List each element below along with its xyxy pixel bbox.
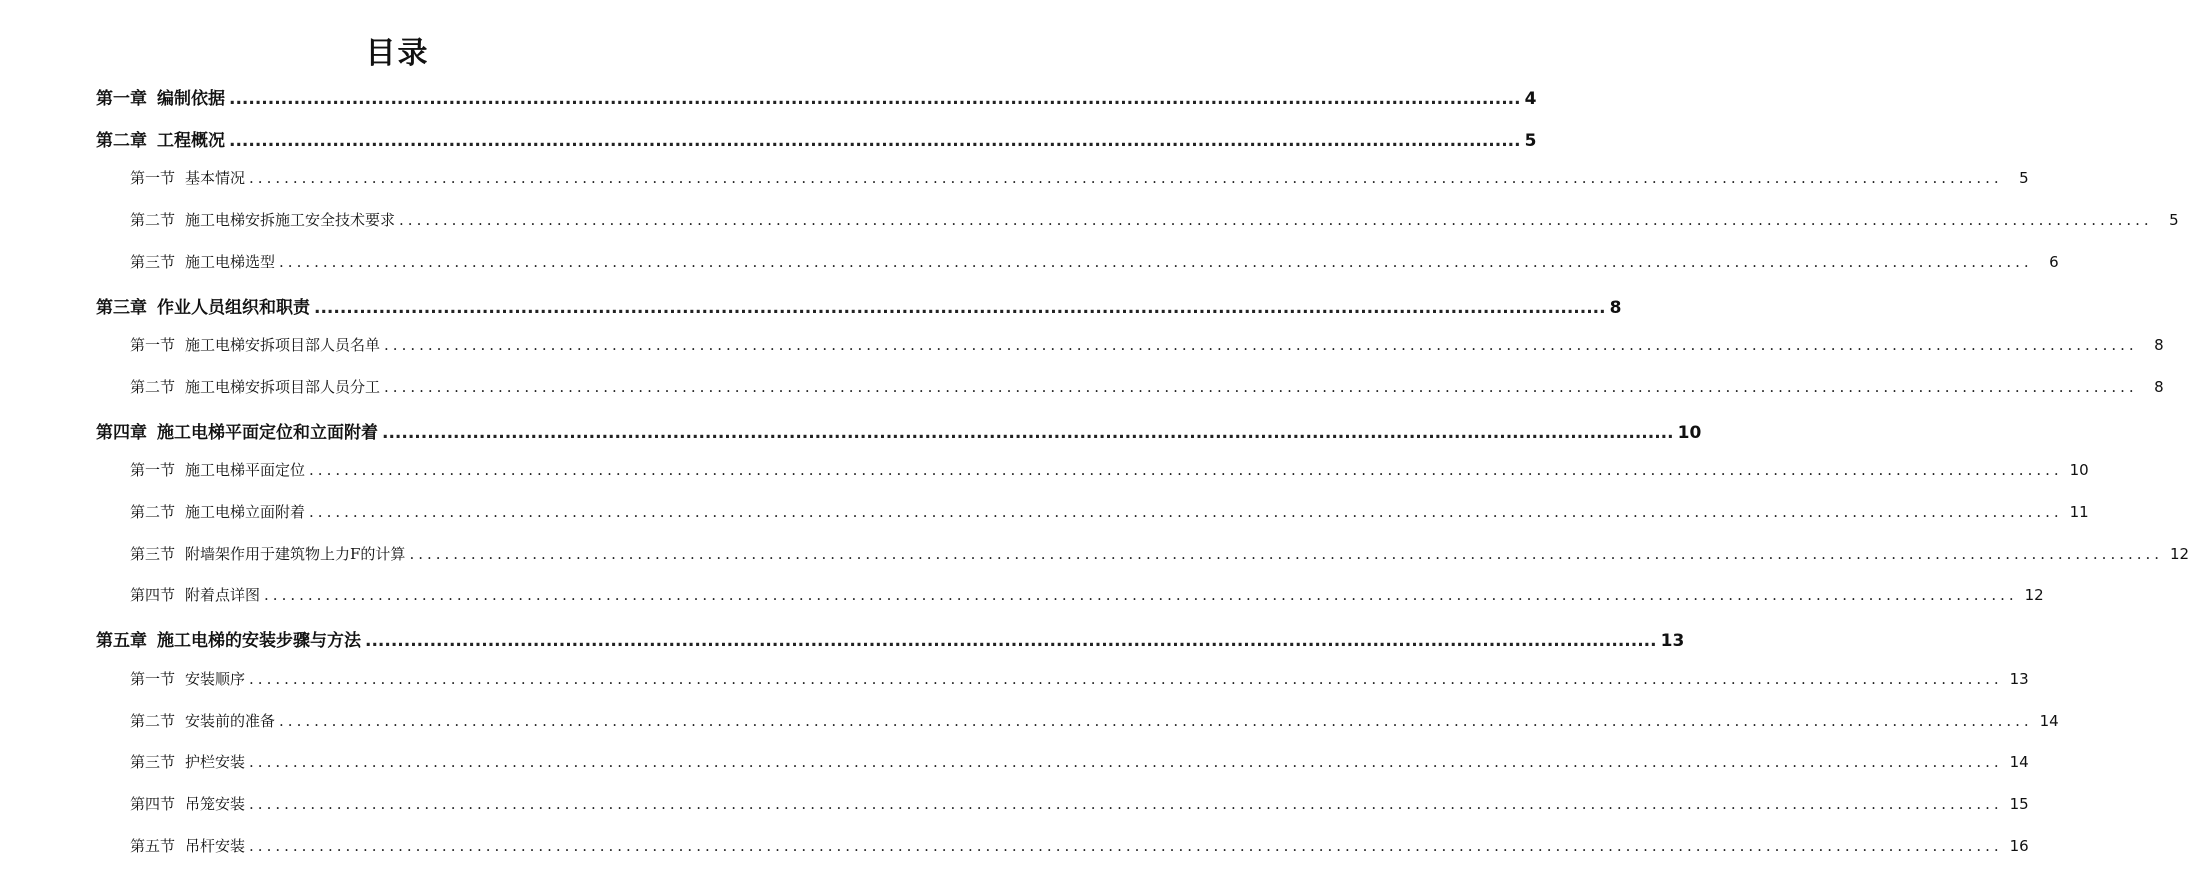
toc-entry[interactable] bbox=[130, 251, 2059, 272]
toc-entry-title: 施工电梯平面定位和立面附着 bbox=[157, 422, 378, 443]
dot-leader: ........................................................................................................................................................................................................ bbox=[309, 461, 2063, 480]
toc-entry-page: 5 bbox=[2169, 211, 2179, 230]
toc-entry-page: 14 bbox=[2009, 753, 2029, 772]
toc-entry-title: 安装顺序 bbox=[185, 669, 246, 688]
toc-entry[interactable] bbox=[130, 584, 2044, 605]
toc-entry-number: 第二节 bbox=[130, 711, 176, 730]
dot-leader: ........................................................................................................................................................................................................ bbox=[409, 544, 2164, 563]
toc-entry-page: 15 bbox=[2009, 794, 2029, 813]
toc-entry-title: 工程概况 bbox=[157, 130, 225, 151]
toc-entry-number: 第四章 bbox=[96, 422, 147, 443]
toc-entry-number: 第二节 bbox=[130, 211, 176, 230]
toc-entry[interactable] bbox=[130, 376, 2164, 397]
toc-entry-number: 第一节 bbox=[130, 336, 176, 355]
toc-entry[interactable] bbox=[130, 334, 2164, 355]
toc-entry-number: 第三节 bbox=[130, 753, 176, 772]
toc-entry-title: 护栏安装 bbox=[185, 753, 246, 772]
toc-entry-page: 8 bbox=[2154, 377, 2164, 396]
toc-entry-page: 11 bbox=[2069, 503, 2089, 521]
dot-leader: ........................................................................................................................................................................................................ bbox=[279, 711, 2033, 730]
toc-entry-page: 4 bbox=[1524, 89, 1537, 109]
toc-entry[interactable] bbox=[130, 501, 2089, 522]
dot-leader: ........................................................................................................................................................................................................ bbox=[264, 586, 2018, 605]
toc-entry-number: 第一节 bbox=[130, 669, 176, 688]
toc-entry-page: 8 bbox=[1609, 297, 1622, 318]
toc-entry[interactable] bbox=[96, 84, 1537, 109]
dot-leader: ........................................................................................................................................................................................................ bbox=[249, 836, 2003, 855]
toc-entry-page: 10 bbox=[1677, 422, 1702, 443]
toc-entry-number: 第一章 bbox=[96, 89, 147, 109]
toc-entry-number: 第一节 bbox=[130, 169, 176, 188]
toc-entry-page: 8 bbox=[2154, 336, 2164, 355]
toc-entry-number: 第五节 bbox=[130, 836, 176, 855]
dot-leader: ........................................................................................................................................................................................................ bbox=[249, 794, 2003, 813]
toc-entry-number: 第二章 bbox=[96, 130, 147, 151]
toc-entry-number: 第二节 bbox=[130, 377, 176, 396]
toc-entry-page: 10 bbox=[2069, 461, 2089, 480]
toc-entry-page: 13 bbox=[1660, 631, 1685, 652]
toc-entry-page: 14 bbox=[2039, 711, 2059, 730]
toc-entry-number: 第一节 bbox=[130, 461, 176, 480]
toc-entry[interactable] bbox=[130, 793, 2029, 814]
dot-leader: ........................................................................................................................................................................................................ bbox=[314, 297, 1606, 318]
toc-entry-page: 12 bbox=[2169, 544, 2189, 563]
dot-leader: ........................................................................................................................................................................................................ bbox=[384, 377, 2138, 396]
toc-entry-page: 13 bbox=[2009, 669, 2029, 688]
toc-entry-title: 施工电梯平面定位 bbox=[185, 461, 306, 480]
dot-leader: ........................................................................................................................................................................................................ bbox=[249, 169, 2003, 188]
toc-entry-page: 5 bbox=[1524, 130, 1537, 151]
toc-entry[interactable] bbox=[130, 209, 2179, 230]
toc-entry-page: 6 bbox=[2049, 252, 2059, 271]
dot-leader: ........................................................................................................................................................................................................ bbox=[229, 130, 1521, 151]
page-title: 目录 bbox=[365, 36, 430, 71]
toc-entry[interactable] bbox=[96, 418, 1702, 443]
toc-entry[interactable] bbox=[130, 710, 2059, 731]
toc-entry[interactable] bbox=[96, 126, 1537, 151]
toc-entry-title: 安装前的准备 bbox=[185, 711, 276, 730]
toc-entry[interactable] bbox=[96, 626, 1685, 652]
toc-entry-title: 施工电梯安拆项目部人员分工 bbox=[185, 377, 381, 396]
dot-leader: ........................................................................................................................................................................................................ bbox=[229, 89, 1521, 109]
toc-entry[interactable] bbox=[130, 751, 2029, 772]
toc-entry-number: 第四节 bbox=[130, 586, 176, 605]
dot-leader: ........................................................................................................................................................................................................ bbox=[365, 631, 1657, 652]
dot-leader: ........................................................................................................................................................................................................ bbox=[309, 503, 2063, 521]
toc-entry-number: 第三章 bbox=[96, 297, 147, 318]
toc-entry[interactable] bbox=[96, 293, 1622, 318]
toc-entry-title: 编制依据 bbox=[157, 89, 225, 109]
toc-entry-number: 第五章 bbox=[96, 631, 147, 652]
toc-entry-title: 附着点详图 bbox=[185, 586, 261, 605]
toc-entry-title: 作业人员组织和职责 bbox=[157, 297, 310, 318]
toc-entry-title: 施工电梯安拆项目部人员名单 bbox=[185, 336, 381, 355]
toc-entry[interactable] bbox=[130, 835, 2029, 856]
toc-entry-title: 吊杆安装 bbox=[185, 836, 246, 855]
toc-entry-title: 施工电梯选型 bbox=[185, 252, 276, 271]
toc-entry-title: 吊笼安装 bbox=[185, 794, 246, 813]
toc-entry-title: 基本情况 bbox=[185, 169, 246, 188]
toc-entry-title: 附墙架作用于建筑物上力F的计算 bbox=[185, 544, 406, 563]
toc-entry[interactable] bbox=[130, 167, 2029, 188]
toc-entry[interactable] bbox=[130, 543, 2189, 564]
toc-entry-page: 16 bbox=[2009, 836, 2029, 855]
toc-entry-title: 施工电梯安拆施工安全技术要求 bbox=[185, 211, 396, 230]
toc-entry-number: 第三节 bbox=[130, 544, 176, 563]
toc-entry-page: 5 bbox=[2019, 169, 2029, 188]
toc-entry-page: 12 bbox=[2024, 586, 2044, 605]
dot-leader: ........................................................................................................................................................................................................ bbox=[384, 336, 2138, 355]
toc-entry-title: 施工电梯立面附着 bbox=[185, 503, 306, 521]
toc-entry-number: 第二节 bbox=[130, 503, 176, 521]
dot-leader: ........................................................................................................................................................................................................ bbox=[399, 211, 2153, 230]
dot-leader: ........................................................................................................................................................................................................ bbox=[279, 252, 2033, 271]
dot-leader: ........................................................................................................................................................................................................ bbox=[382, 422, 1674, 443]
toc-entry[interactable] bbox=[130, 459, 2089, 480]
toc-entry-number: 第三节 bbox=[130, 252, 176, 271]
toc-entry-number: 第四节 bbox=[130, 794, 176, 813]
toc-entry[interactable] bbox=[130, 668, 2029, 689]
toc-entry-title: 施工电梯的安装步骤与方法 bbox=[157, 631, 361, 652]
dot-leader: ........................................................................................................................................................................................................ bbox=[249, 753, 2003, 772]
dot-leader: ........................................................................................................................................................................................................ bbox=[249, 669, 2003, 688]
